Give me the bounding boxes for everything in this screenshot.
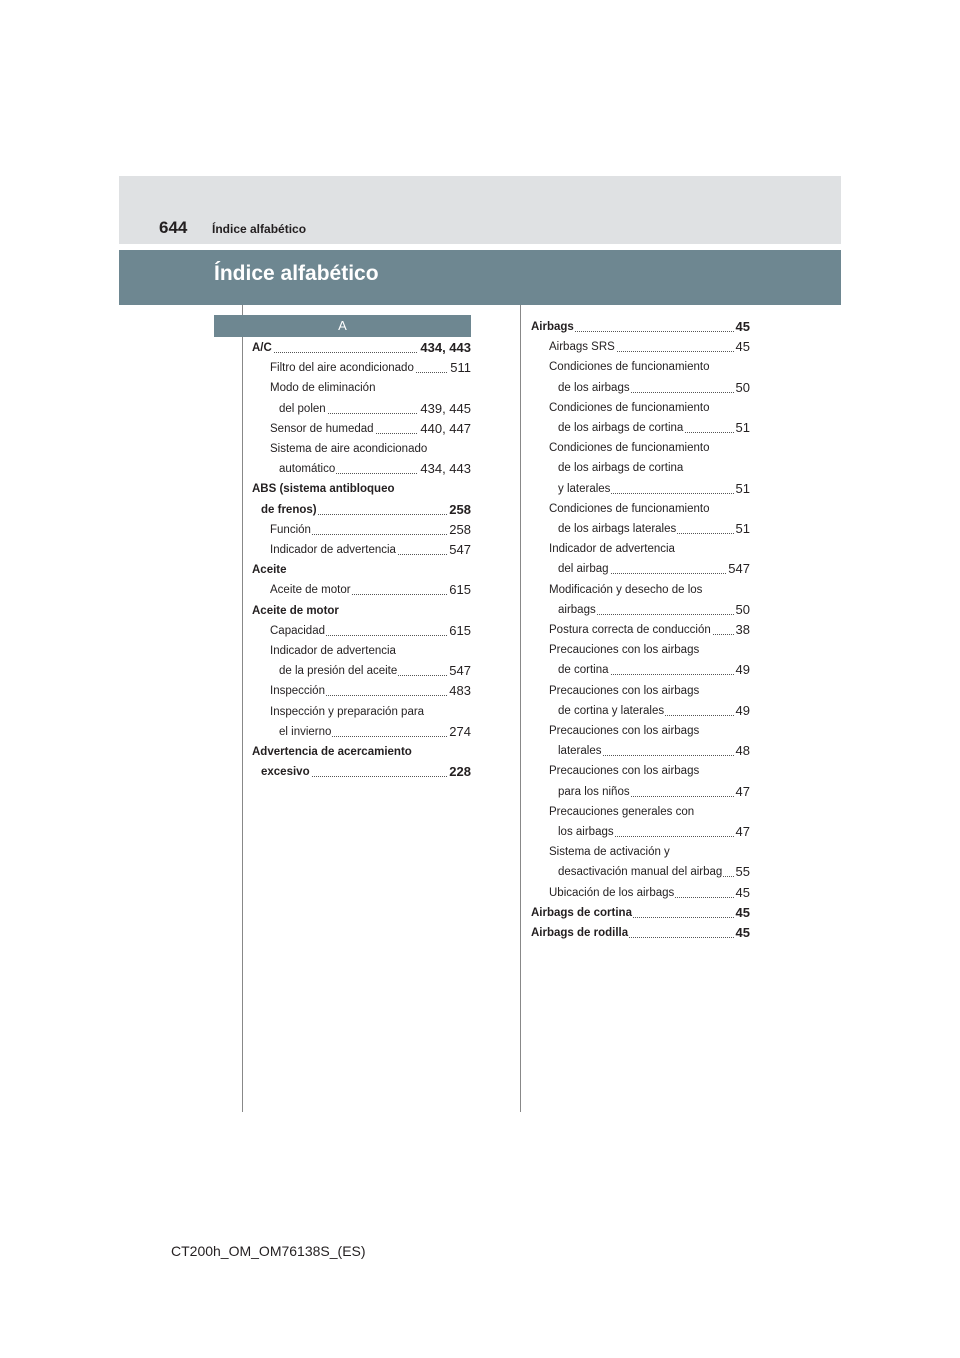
index-entry xyxy=(531,903,750,923)
index-entry xyxy=(270,702,471,722)
index-entry xyxy=(549,761,750,781)
index-entry xyxy=(279,722,471,742)
index-entry-page: 49 xyxy=(734,660,750,680)
index-entry xyxy=(270,439,471,459)
index-entry-page: 547 xyxy=(726,559,750,579)
index-entry-label: del airbag xyxy=(558,563,609,576)
index-entry-label: Postura correcta de conducción xyxy=(549,624,711,636)
index-entry-page: 50 xyxy=(734,378,750,398)
index-entry-label: Condiciones de funcionamiento xyxy=(549,502,710,515)
index-entry-label: Filtro del aire acondicionado xyxy=(270,362,414,375)
index-entry xyxy=(252,479,471,499)
index-entry-page: 440, 447 xyxy=(418,419,471,439)
index-entry xyxy=(549,721,750,741)
index-entry-label: Sistema de activación y xyxy=(549,846,670,859)
index-entry-label: Condiciones de funcionamiento xyxy=(549,401,710,414)
index-entry-label: desactivación manual del airbag xyxy=(558,866,723,879)
index-entry-label: Ubicación de los airbags xyxy=(549,886,675,899)
left-rule xyxy=(242,305,243,1112)
index-entry-label: Airbags de cortina xyxy=(531,906,632,919)
index-entry xyxy=(270,641,471,661)
running-title: Índice alfabético xyxy=(212,222,307,236)
index-entry-page: 51 xyxy=(734,519,750,539)
index-entry-page: 258 xyxy=(447,500,471,520)
index-entry-label: Aceite de motor xyxy=(270,584,351,597)
index-entry xyxy=(549,842,750,862)
index-entry xyxy=(558,782,750,802)
page-title: Índice alfabético xyxy=(214,262,379,285)
index-entry-page: 547 xyxy=(447,661,471,681)
index-entry-page: 45 xyxy=(734,923,750,943)
index-entry-page: 47 xyxy=(734,782,750,802)
index-entry xyxy=(270,681,471,701)
index-entry-label: de los airbags laterales xyxy=(558,523,677,535)
index-entry xyxy=(531,923,750,943)
index-entry xyxy=(270,540,471,560)
index-entry-label: de frenos) xyxy=(261,503,317,516)
document-code: CT200h_OM_OM76138S_(ES) xyxy=(171,1243,366,1259)
index-entry-label: y laterales xyxy=(558,482,611,495)
index-entry xyxy=(558,378,750,398)
index-entry-label: Airbags xyxy=(531,321,574,333)
section-letter-header: A xyxy=(214,315,471,337)
index-entry-label: airbags xyxy=(558,603,596,616)
index-entry xyxy=(558,559,750,579)
index-entry-label: laterales xyxy=(558,745,602,758)
index-entry xyxy=(549,357,750,377)
index-entry-page: 45 xyxy=(734,337,750,357)
index-entry-label: Indicador de advertencia xyxy=(270,645,396,657)
index-entry-page: 258 xyxy=(447,520,471,540)
index-entry xyxy=(549,539,750,559)
index-entry-page: 38 xyxy=(734,620,750,640)
index-entry-label: Modificación y desecho de los xyxy=(549,583,703,596)
index-entry xyxy=(558,660,750,680)
index-entry-page: 51 xyxy=(734,479,750,499)
index-entry xyxy=(549,337,750,357)
index-entry xyxy=(549,499,750,519)
index-entry xyxy=(549,580,750,600)
index-entry xyxy=(558,862,750,882)
index-entry xyxy=(558,701,750,721)
index-entry-label: Precauciones con los airbags xyxy=(549,725,700,737)
index-entry xyxy=(270,520,471,540)
index-entry xyxy=(549,620,750,640)
index-entry-page: 274 xyxy=(447,722,471,742)
index-entry-label: de cortina y laterales xyxy=(558,704,665,717)
index-entry-page: 615 xyxy=(447,580,471,600)
index-entry-label: para los niños xyxy=(558,785,630,798)
index-entry xyxy=(558,822,750,842)
index-entry xyxy=(270,358,471,378)
index-entry-label: Función xyxy=(270,523,311,536)
index-entry-label: Precauciones con los airbags xyxy=(549,644,700,657)
index-entry-page: 55 xyxy=(734,862,750,882)
index-entry-label: Capacidad xyxy=(270,624,325,637)
index-entry-label: A/C xyxy=(252,342,272,354)
index-entry-page: 439, 445 xyxy=(418,399,471,419)
index-entry-label: Condiciones de funcionamiento xyxy=(549,361,710,374)
index-entry xyxy=(270,621,471,641)
index-entry xyxy=(531,317,750,337)
index-entry-label: el invierno xyxy=(279,725,332,738)
index-entry-label: Sistema de aire acondicionado xyxy=(270,443,428,455)
index-entry xyxy=(558,600,750,620)
index-entry xyxy=(270,378,471,398)
index-entry-label: Condiciones de funcionamiento xyxy=(549,442,710,455)
index-entry xyxy=(558,479,750,499)
index-entry xyxy=(558,458,750,478)
index-entry-label: de los airbags de cortina xyxy=(558,462,684,475)
index-entry-label: Advertencia de acercamiento xyxy=(252,746,412,758)
index-entry-label: Inspección y preparación para xyxy=(270,705,425,718)
index-entry-label: Airbags de rodilla xyxy=(531,927,629,939)
index-entry-page: 51 xyxy=(734,418,750,438)
index-entry-label: excesivo xyxy=(261,766,310,779)
index-entry xyxy=(252,601,471,621)
index-entry-label: Airbags SRS xyxy=(549,341,615,354)
index-entry-page: 228 xyxy=(447,762,471,782)
index-entry-page: 45 xyxy=(734,903,750,923)
index-entry-label: Modo de eliminación xyxy=(270,382,376,395)
index-entry-label: de cortina xyxy=(558,664,609,677)
page-number: 644 xyxy=(159,218,188,237)
index-entry-label: Precauciones con los airbags xyxy=(549,765,700,778)
index-entry-label: Indicador de advertencia xyxy=(549,543,675,556)
index-entry xyxy=(270,419,471,439)
index-entry-page: 547 xyxy=(447,540,471,560)
title-bar xyxy=(119,250,841,305)
index-entry xyxy=(549,802,750,822)
index-entry xyxy=(549,681,750,701)
index-entry-label: Precauciones con los airbags xyxy=(549,684,700,697)
index-entry-label: automático xyxy=(279,463,336,476)
index-entry-label: los airbags xyxy=(558,826,614,838)
index-entry xyxy=(549,640,750,660)
index-entry xyxy=(279,399,471,419)
index-entry-page: 47 xyxy=(734,822,750,842)
index-entry-page: 434, 443 xyxy=(418,338,471,358)
index-entry xyxy=(558,418,750,438)
index-entry-page: 49 xyxy=(734,701,750,721)
index-entry-label: de los airbags xyxy=(558,381,630,394)
index-entry-page: 50 xyxy=(734,600,750,620)
index-entry-page: 45 xyxy=(734,883,750,903)
index-entry xyxy=(549,438,750,458)
index-entry-label: de la presión del aceite xyxy=(279,665,398,678)
index-entry xyxy=(558,519,750,539)
index-entry-label: Indicador de advertencia xyxy=(270,544,396,556)
index-entry-label: Inspección xyxy=(270,685,325,698)
index-entry-page: 483 xyxy=(447,681,471,701)
index-entry xyxy=(549,398,750,418)
index-entry xyxy=(279,661,471,681)
index-entry xyxy=(549,883,750,903)
index-entry-label: ABS (sistema antibloqueo xyxy=(252,483,395,496)
index-entry-label: Precauciones generales con xyxy=(549,805,695,818)
index-entry-page: 615 xyxy=(447,621,471,641)
index-entry-label: de los airbags de cortina xyxy=(558,422,684,434)
index-entry-label: Sensor de humedad xyxy=(270,422,374,435)
center-rule xyxy=(520,305,521,1112)
index-entry-label: del polen xyxy=(279,402,326,415)
index-entry-page: 45 xyxy=(734,317,750,337)
index-entry xyxy=(270,580,471,600)
index-entry xyxy=(252,560,471,580)
index-entry-page: 434, 443 xyxy=(418,459,471,479)
index-entry-page: 48 xyxy=(734,741,750,761)
index-entry-label: Aceite de motor xyxy=(252,604,339,617)
index-entry xyxy=(261,500,471,520)
index-entry-page: 511 xyxy=(448,358,471,378)
index-entry xyxy=(252,338,471,358)
index-entry xyxy=(261,762,471,782)
index-entry xyxy=(279,459,471,479)
index-entry xyxy=(252,742,471,762)
index-entry xyxy=(558,741,750,761)
index-entry-label: Aceite xyxy=(252,564,287,577)
